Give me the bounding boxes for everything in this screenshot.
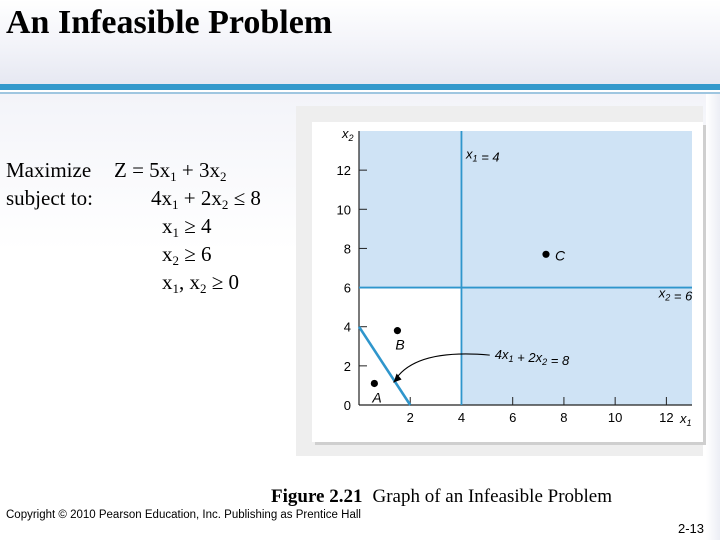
slide-title: An Infeasible Problem: [6, 4, 333, 41]
constraint-4: $x_1$, $x_2 \ge 0$: [162, 270, 240, 296]
x-tick-label: 2: [406, 410, 414, 425]
unshaded-region: [359, 288, 461, 405]
figure-caption: [271, 486, 612, 508]
objective-function: $Z = 5x_1 + 3x_2$: [114, 158, 227, 184]
y-tick-label: 0: [343, 398, 351, 413]
subject-to-label: subject to:: [6, 186, 93, 210]
y-tick-label: 8: [343, 241, 351, 257]
x-tick-label: 12: [659, 410, 674, 425]
x-tick-label: 8: [560, 410, 568, 425]
slide-number: 2-13: [677, 521, 704, 536]
constraint-1: $4x_1 + 2x_2 \le 8$: [151, 186, 261, 212]
title-divider-thick: [0, 84, 720, 90]
x-tick-label: 4: [457, 410, 466, 425]
x-tick-label: 10: [607, 410, 623, 425]
point-b: [394, 327, 401, 334]
infeasible-region-chart: [312, 122, 703, 442]
label-constraint-1: $4x_1 + 2x_2 = 8$: [494, 347, 570, 369]
figure-caption-text: Graph of an Infeasible Problem: [372, 486, 613, 507]
copyright-notice: Copyright © 2010 Pearson Education, Inc. Publishing as Prentice Hall: [6, 509, 361, 521]
y-tick-label: 6: [343, 280, 351, 296]
constraint-3: $x_2 \ge 6$: [162, 242, 212, 268]
y-tick-label: 4: [343, 319, 351, 335]
y-axis-label: $x_2$: [342, 126, 354, 143]
label-x1-eq-4: $x_1 = 4$: [466, 146, 500, 165]
point-a: [371, 380, 378, 387]
y-tick-label: 2: [343, 358, 351, 374]
y-tick-label: 10: [336, 202, 351, 218]
figure-number: Figure 2.21: [271, 486, 363, 507]
label-x2-eq-6: $x_2 = 6$: [658, 285, 693, 304]
point-label: C: [554, 247, 566, 264]
constraint-2: $x_1 \ge 4$: [162, 214, 212, 240]
objective-label: Maximize: [6, 158, 92, 182]
slide-edge-shade: [706, 94, 720, 540]
y-tick-label: 12: [336, 163, 351, 179]
point-c: [542, 251, 549, 258]
x-tick-label: 6: [509, 410, 517, 425]
point-label: B: [395, 336, 405, 353]
point-label: A: [372, 389, 382, 406]
x-axis-label: $x_1$: [680, 411, 692, 428]
